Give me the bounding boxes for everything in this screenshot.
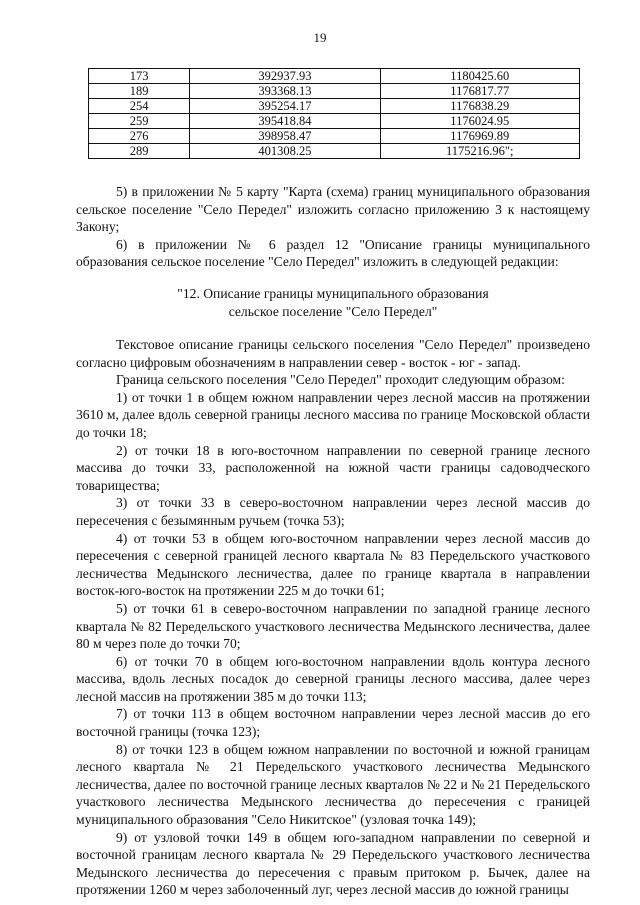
section-heading <box>76 285 590 320</box>
table-cell-point-number: 259 <box>89 114 190 129</box>
table-cell-y-coordinate: 1176024.95 <box>380 114 579 129</box>
table-cell-point-number: 173 <box>89 69 190 84</box>
boundary-description <box>76 336 590 899</box>
boundary-item-4: 4) от точки 53 в общем юго-восточном направлении через лесной массив до пересечения с северной границей лесного квартала № 83 Передельского участкового лесничества Медынского лесничества, далее по границе квартала в направлении восток-юго-восток на протяжении 225 м до точки 61; <box>76 530 590 599</box>
table-cell-y-coordinate: 1176817.77 <box>380 84 579 99</box>
table-cell-x-coordinate: 393368.13 <box>190 84 380 99</box>
boundary-item-5: 5) от точки 61 в северо-восточном направлении по западной границе лесного квартала № 82 Передельского участкового лесничества Медынского лесничества, далее 80 м через поле до точки 70; <box>76 600 590 652</box>
table-cell-y-coordinate: 1176969.89 <box>380 129 579 144</box>
section-heading-line1: "12. Описание границы муниципального образования <box>177 286 489 301</box>
table-cell-x-coordinate: 392937.93 <box>190 69 380 84</box>
table-cell-point-number: 254 <box>89 99 190 114</box>
table-cell-y-coordinate: 1176838.29 <box>380 99 579 114</box>
table-cell-point-number: 289 <box>89 144 190 159</box>
table-row <box>89 129 580 144</box>
table-row <box>89 144 580 159</box>
amendments-block <box>76 183 590 271</box>
boundary-item-2: 2) от точки 18 в юго-восточном направлении по северной границе лесного массива до точки 33, расположенной на южной части границы садоводческого товарищества; <box>76 442 590 493</box>
boundary-item-6: 6) от точки 70 в общем юго-восточном направлении вдоль контура лесного массива, вдоль лесных посадок до северной границы лесного массива, далее через лесной массив на протяжении 385 м до точки 113; <box>76 653 590 704</box>
table-row <box>89 84 580 99</box>
table-cell-x-coordinate: 395418.84 <box>190 114 380 129</box>
amendment-5: 5) в приложении № 5 карту "Карта (схема) границ муниципального образования сельское поселение "Село Передел" изложить согласно приложению 3 к настоящему Закону; <box>76 184 590 235</box>
section-heading-line2: сельское поселение "Село Передел" <box>228 303 438 319</box>
boundary-item-9: 9) от узловой точки 149 в общем юго-западном направлении по северной и восточной границам лесного квартала № 29 Передельского участкового лесничества Медынского лесничества до пересечения с правым притоком р. Бычек, далее на протяжении 1260 м через заболоченный луг, через лесной массив до южной границы <box>76 829 590 898</box>
table-row <box>89 114 580 129</box>
boundary-item-8: 8) от точки 123 в общем южном направлении по восточной и южной границам лесного квартала № 21 Передельского участкового лесничества Медынского лесничества, далее по восточной границе лесных кварталов № 22 и № 21 Передельского участкового лесничества Медынского лесничества до пересечения с границей муниципального образования "Село Никитское" (узловая точка 149); <box>76 741 590 828</box>
boundary-item-7: 7) от точки 113 в общем восточном направлении через лесной массив до его восточной границы (точка 123); <box>76 706 590 740</box>
coordinates-table <box>88 68 580 159</box>
table-cell-x-coordinate: 398958.47 <box>190 129 380 144</box>
table-cell-y-coordinate: 1180425.60 <box>380 69 579 84</box>
boundary-item-3: 3) от точки 33 в северо-восточном направлении через лесной массив до пересечения с безымянным ручьем (точка 53); <box>76 495 590 528</box>
table-cell-point-number: 276 <box>89 129 190 144</box>
page-number: 19 <box>313 30 327 45</box>
table-cell-x-coordinate: 401308.25 <box>190 144 380 159</box>
table-row <box>89 99 580 114</box>
lead-paragraph: Граница сельского поселения "Село Передел" проходит следующим образом: <box>116 372 565 388</box>
table-cell-x-coordinate: 395254.17 <box>190 99 380 114</box>
amendment-6: 6) в приложении № 6 раздел 12 "Описание границы муниципального образования сельское поселение "Село Передел" изложить в следующей редакции: <box>76 236 590 270</box>
table-cell-y-coordinate: 1175216.96"; <box>380 144 579 159</box>
boundary-item-1: 1) от точки 1 в общем южном направлении через лесной массив на протяжении 3610 м, далее вдоль северной границы лесного массива по границе Московской области до точки 18; <box>76 389 590 440</box>
intro-paragraph: Текстовое описание границы сельского поселения "Село Передел" произведено согласно цифровым обозначениям в направлении север - восток - юг - запад. <box>76 337 590 370</box>
table-row <box>89 69 580 84</box>
table-cell-point-number: 189 <box>89 84 190 99</box>
